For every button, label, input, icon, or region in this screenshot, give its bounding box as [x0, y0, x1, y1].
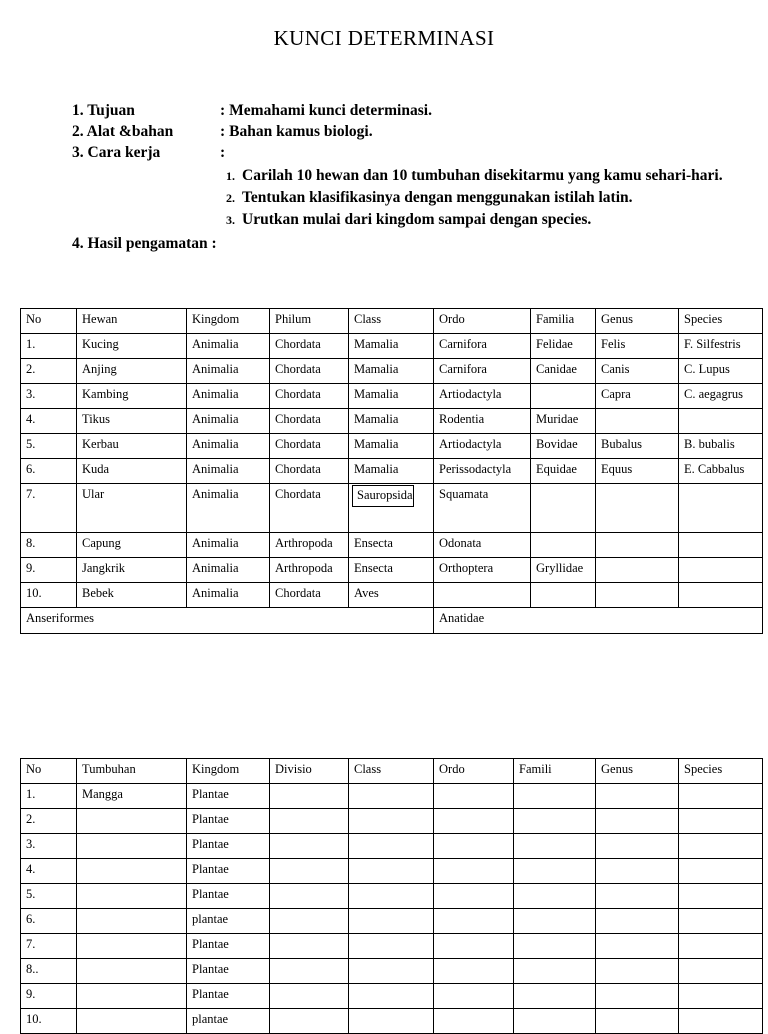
cell-divisio — [270, 959, 349, 984]
intro-label-tujuan: 1. Tujuan — [72, 102, 135, 119]
table-row — [21, 934, 763, 959]
cell-famili — [514, 959, 596, 984]
cell-class: Aves — [349, 583, 434, 608]
cell-ordo — [434, 909, 514, 934]
cell-species — [679, 784, 763, 809]
cell-ordo — [434, 809, 514, 834]
cell-class: Mamalia — [349, 434, 434, 459]
cell-no: 3. — [21, 834, 77, 859]
cell-class: Ensecta — [349, 558, 434, 583]
table-row — [21, 834, 763, 859]
table-header-row — [21, 309, 763, 334]
cell-kingdom: Plantae — [187, 784, 270, 809]
step-item — [226, 187, 762, 209]
cell-tumbuhan — [77, 834, 187, 859]
cell-familia — [531, 583, 596, 608]
cell-philum: Chordata — [270, 484, 349, 533]
cell-famili — [514, 859, 596, 884]
cell-tumbuhan — [77, 959, 187, 984]
cell-famili — [514, 909, 596, 934]
table-row — [21, 533, 763, 558]
cell-ordo — [434, 784, 514, 809]
cell-class: Ensecta — [349, 533, 434, 558]
cell-species: E. Cabbalus — [679, 459, 763, 484]
plant-classification-table — [20, 758, 763, 1034]
cell-kingdom: Animalia — [187, 459, 270, 484]
cell-famili — [514, 984, 596, 1009]
column-header-familia: Familia — [531, 309, 596, 334]
cell-genus — [596, 409, 679, 434]
cell-species — [679, 909, 763, 934]
cell-divisio — [270, 984, 349, 1009]
cell-hewan: Bebek — [77, 583, 187, 608]
cell-philum: Arthropoda — [270, 558, 349, 583]
cell-tumbuhan — [77, 984, 187, 1009]
cell-genus — [596, 784, 679, 809]
cell-familia: Equidae — [531, 459, 596, 484]
column-header-ordo: Ordo — [434, 759, 514, 784]
cell-familia-anatidae: Anatidae — [434, 608, 763, 634]
cell-philum: Chordata — [270, 334, 349, 359]
intro-colon-alat-bahan: : — [220, 123, 226, 140]
cell-famili — [514, 784, 596, 809]
cell-hewan: Anjing — [77, 359, 187, 384]
cell-class — [349, 484, 434, 533]
cell-class: Mamalia — [349, 384, 434, 409]
cell-species — [679, 558, 763, 583]
cell-no: 2. — [21, 359, 77, 384]
cell-species — [679, 934, 763, 959]
column-header-kingdom: Kingdom — [187, 309, 270, 334]
cell-familia — [531, 533, 596, 558]
cell-hewan: Kerbau — [77, 434, 187, 459]
cell-familia — [531, 384, 596, 409]
cell-kingdom: Animalia — [187, 583, 270, 608]
table-row — [21, 959, 763, 984]
cell-genus — [596, 959, 679, 984]
column-header-divisio: Divisio — [270, 759, 349, 784]
column-header-genus: Genus — [596, 309, 679, 334]
cell-no: 4. — [21, 409, 77, 434]
column-header-species: Species — [679, 759, 763, 784]
cell-philum: Chordata — [270, 434, 349, 459]
cell-no: 7. — [21, 934, 77, 959]
cell-divisio — [270, 934, 349, 959]
cell-hewan: Kucing — [77, 334, 187, 359]
table-row — [21, 859, 763, 884]
cell-ordo: Perissodactyla — [434, 459, 531, 484]
table-row — [21, 558, 763, 583]
cell-kingdom: Plantae — [187, 809, 270, 834]
cell-hewan: Kambing — [77, 384, 187, 409]
column-header-genus: Genus — [596, 759, 679, 784]
cell-philum: Chordata — [270, 583, 349, 608]
table-row — [21, 359, 763, 384]
cell-divisio — [270, 784, 349, 809]
table-row — [21, 1009, 763, 1034]
cell-kingdom: Plantae — [187, 984, 270, 1009]
cell-no: 6. — [21, 909, 77, 934]
cell-species — [679, 409, 763, 434]
cell-species — [679, 959, 763, 984]
table-row — [21, 434, 763, 459]
table-row — [21, 884, 763, 909]
cell-class — [349, 984, 434, 1009]
cell-genus — [596, 1009, 679, 1034]
cell-no: 1. — [21, 334, 77, 359]
cell-tumbuhan — [77, 1009, 187, 1034]
cell-tumbuhan — [77, 934, 187, 959]
cell-philum: Chordata — [270, 409, 349, 434]
step-number: 2. — [226, 191, 235, 205]
table-row — [21, 459, 763, 484]
cell-species: F. Silfestris — [679, 334, 763, 359]
cell-kingdom: Animalia — [187, 434, 270, 459]
table-row — [21, 384, 763, 409]
cell-class — [349, 834, 434, 859]
cell-genus — [596, 834, 679, 859]
cell-familia: Canidae — [531, 359, 596, 384]
table-row — [21, 484, 763, 533]
cell-species — [679, 859, 763, 884]
cell-philum: Chordata — [270, 359, 349, 384]
cell-famili — [514, 809, 596, 834]
cell-hewan: Kuda — [77, 459, 187, 484]
cell-familia — [531, 484, 596, 533]
table-row — [21, 409, 763, 434]
cell-kingdom: Plantae — [187, 884, 270, 909]
cell-kingdom: Animalia — [187, 384, 270, 409]
intro-row-tujuan — [72, 100, 762, 121]
cell-species — [679, 1009, 763, 1034]
intro-label-cara-kerja: 3. Cara kerja — [72, 144, 161, 161]
column-header-hewan: Hewan — [77, 309, 187, 334]
cell-class: Mamalia — [349, 359, 434, 384]
cell-ordo — [434, 1009, 514, 1034]
cell-ordo: Carnifora — [434, 334, 531, 359]
cell-kingdom: Animalia — [187, 409, 270, 434]
intro-block — [72, 100, 762, 254]
column-header-no: No — [21, 759, 77, 784]
cell-species: B. bubalis — [679, 434, 763, 459]
cell-ordo — [434, 984, 514, 1009]
cell-ordo: Squamata — [434, 484, 531, 533]
table-row — [21, 784, 763, 809]
cell-class — [349, 959, 434, 984]
cell-ordo — [434, 934, 514, 959]
cell-species — [679, 809, 763, 834]
cell-ordo — [434, 959, 514, 984]
cell-familia: Muridae — [531, 409, 596, 434]
cell-no: 10. — [21, 1009, 77, 1034]
intro-value-alat-bahan: Bahan kamus biologi. — [229, 123, 373, 140]
cell-genus: Felis — [596, 334, 679, 359]
cell-genus: Canis — [596, 359, 679, 384]
intro-row-alat-bahan — [72, 121, 762, 142]
cell-species — [679, 884, 763, 909]
column-header-tumbuhan: Tumbuhan — [77, 759, 187, 784]
cell-no: 1. — [21, 784, 77, 809]
cell-class — [349, 784, 434, 809]
cell-ordo: Artiodactyla — [434, 384, 531, 409]
cell-familia: Felidae — [531, 334, 596, 359]
cell-divisio — [270, 909, 349, 934]
cell-hewan: Capung — [77, 533, 187, 558]
cell-philum: Chordata — [270, 384, 349, 409]
cell-class — [349, 884, 434, 909]
cell-familia: Gryllidae — [531, 558, 596, 583]
cell-no: 5. — [21, 434, 77, 459]
cell-famili — [514, 1009, 596, 1034]
cell-class: Mamalia — [349, 334, 434, 359]
cell-class: Mamalia — [349, 459, 434, 484]
column-header-philum: Philum — [270, 309, 349, 334]
intro-value-tujuan: Memahami kunci determinasi. — [229, 102, 432, 119]
column-header-famili: Famili — [514, 759, 596, 784]
column-header-class: Class — [349, 309, 434, 334]
cell-class — [349, 1009, 434, 1034]
step-text: Urutkan mulai dari kingdom sampai dengan species. — [242, 211, 592, 228]
cell-species — [679, 583, 763, 608]
cell-divisio — [270, 859, 349, 884]
cell-ordo: Orthoptera — [434, 558, 531, 583]
cell-divisio — [270, 884, 349, 909]
cell-kingdom: Animalia — [187, 558, 270, 583]
cell-genus — [596, 533, 679, 558]
table-row — [21, 984, 763, 1009]
cell-class: Mamalia — [349, 409, 434, 434]
cell-class — [349, 859, 434, 884]
cell-famili — [514, 884, 596, 909]
cell-kingdom: Animalia — [187, 484, 270, 533]
column-header-ordo: Ordo — [434, 309, 531, 334]
intro-row-cara-kerja — [72, 142, 762, 163]
cell-no: 6. — [21, 459, 77, 484]
cell-no: 8. — [21, 533, 77, 558]
step-text: Carilah 10 hewan dan 10 tumbuhan disekitarmu yang kamu sehari-hari. — [242, 167, 723, 184]
cell-class — [349, 909, 434, 934]
cell-famili — [514, 834, 596, 859]
cell-hewan: Tikus — [77, 409, 187, 434]
cell-genus: Capra — [596, 384, 679, 409]
cell-genus — [596, 859, 679, 884]
cell-no: 9. — [21, 558, 77, 583]
column-header-no: No — [21, 309, 77, 334]
cell-ordo — [434, 859, 514, 884]
cell-divisio — [270, 1009, 349, 1034]
cell-species — [679, 533, 763, 558]
cell-species — [679, 484, 763, 533]
cell-genus: Equus — [596, 459, 679, 484]
cell-kingdom: plantae — [187, 909, 270, 934]
cell-ordo: Rodentia — [434, 409, 531, 434]
cell-hewan: Ular — [77, 484, 187, 533]
intro-label-alat-bahan: 2. Alat &bahan — [72, 123, 174, 140]
cell-class — [349, 934, 434, 959]
cell-hewan: Jangkrik — [77, 558, 187, 583]
cell-ordo: Odonata — [434, 533, 531, 558]
intro-row-hasil-pengamatan: 4. Hasil pengamatan : — [72, 235, 217, 252]
cell-philum: Chordata — [270, 459, 349, 484]
table-footer-row — [21, 608, 763, 634]
cell-tumbuhan — [77, 809, 187, 834]
nested-class-box: Sauropsida — [352, 485, 414, 507]
cell-famili — [514, 934, 596, 959]
table-header-row — [21, 759, 763, 784]
cell-ordo — [434, 583, 531, 608]
cell-no: 10. — [21, 583, 77, 608]
table-row — [21, 583, 763, 608]
cell-kingdom: Plantae — [187, 834, 270, 859]
step-number: 3. — [226, 213, 235, 227]
cell-genus — [596, 583, 679, 608]
cell-ordo — [434, 834, 514, 859]
cell-species: C. aegagrus — [679, 384, 763, 409]
cell-kingdom: Plantae — [187, 934, 270, 959]
cell-ordo: Artiodactyla — [434, 434, 531, 459]
intro-colon-cara-kerja: : — [220, 144, 226, 161]
table-row — [21, 909, 763, 934]
table-row — [21, 334, 763, 359]
cell-genus — [596, 909, 679, 934]
cell-no: 8.. — [21, 959, 77, 984]
cell-divisio — [270, 809, 349, 834]
cell-kingdom: Animalia — [187, 334, 270, 359]
cell-familia: Bovidae — [531, 434, 596, 459]
cell-ordo: Carnifora — [434, 359, 531, 384]
cell-no: 2. — [21, 809, 77, 834]
intro-colon-tujuan: : — [220, 102, 226, 119]
cell-ordo-anseriformes: Anseriformes — [21, 608, 434, 634]
animal-classification-table — [20, 308, 763, 634]
cell-kingdom: Animalia — [187, 359, 270, 384]
cell-kingdom: Animalia — [187, 533, 270, 558]
cell-genus: Bubalus — [596, 434, 679, 459]
table-row — [21, 809, 763, 834]
cell-tumbuhan — [77, 884, 187, 909]
cell-genus — [596, 934, 679, 959]
cell-kingdom: Plantae — [187, 959, 270, 984]
step-number: 1. — [226, 169, 235, 183]
cell-philum: Arthropoda — [270, 533, 349, 558]
cell-species — [679, 984, 763, 1009]
cell-no: 9. — [21, 984, 77, 1009]
page-title: KUNCI DETERMINASI — [273, 26, 495, 50]
column-header-kingdom: Kingdom — [187, 759, 270, 784]
cell-divisio — [270, 834, 349, 859]
cell-kingdom: Plantae — [187, 859, 270, 884]
cell-genus — [596, 809, 679, 834]
column-header-species: Species — [679, 309, 763, 334]
cell-tumbuhan — [77, 859, 187, 884]
cell-no: 7. — [21, 484, 77, 533]
step-item — [226, 165, 762, 187]
cell-tumbuhan — [77, 909, 187, 934]
step-text: Tentukan klasifikasinya dengan menggunakan istilah latin. — [242, 189, 633, 206]
cell-kingdom: plantae — [187, 1009, 270, 1034]
cell-no: 4. — [21, 859, 77, 884]
cell-no: 3. — [21, 384, 77, 409]
step-item — [226, 209, 762, 231]
column-header-class: Class — [349, 759, 434, 784]
cell-genus — [596, 984, 679, 1009]
cell-genus — [596, 884, 679, 909]
cell-tumbuhan: Mangga — [77, 784, 187, 809]
cell-species: C. Lupus — [679, 359, 763, 384]
cell-genus — [596, 484, 679, 533]
cell-species — [679, 834, 763, 859]
cell-genus — [596, 558, 679, 583]
cell-ordo — [434, 884, 514, 909]
cell-class — [349, 809, 434, 834]
cara-kerja-steps — [72, 165, 762, 231]
cell-no: 5. — [21, 884, 77, 909]
